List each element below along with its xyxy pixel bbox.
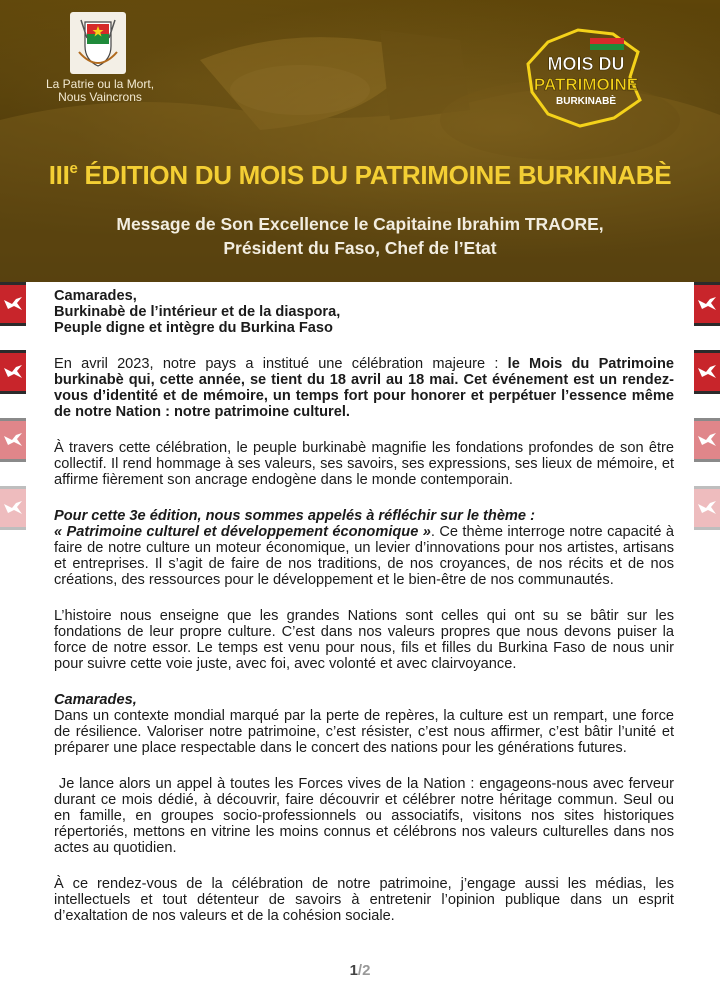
paragraph-3 xyxy=(54,508,674,588)
message-body xyxy=(54,288,679,944)
swallow-icon xyxy=(0,418,26,462)
paragraph-5-text: Dans un contexte mondial marqué par la perte de repères, la culture est un rempart, une force de résilience. Valoriser notre patrimoine, c’est résister, c’est nous affirmer, c’est bâtir l’unité et préparer une place respectable dans le concert des nations pour les générations futures. xyxy=(54,708,674,756)
edition-title-text: ÉDITION DU MOIS DU PATRIMOINE BURKINABÈ xyxy=(77,160,672,190)
salutation-line-1: Camarades, xyxy=(54,288,137,304)
logo-line-3: BURKINABÈ xyxy=(556,96,616,107)
header-banner xyxy=(0,0,720,282)
paragraph-5 xyxy=(54,692,674,756)
paragraph-7: À ce rendez-vous de la célébration de notre patrimoine, j’engage aussi les médias, les intellectuels et tout détenteur de savoirs à entretenir l’opinion publique dans un esprit d’exaltation de nos valeurs et de la cohésion sociale. xyxy=(54,876,674,924)
motto-text xyxy=(40,78,160,104)
edition-roman: III xyxy=(48,160,70,190)
salutation-line-3: Peuple digne et intègre du Burkina Faso xyxy=(54,320,333,336)
swallow-icon xyxy=(0,282,26,326)
camarades-heading: Camarades, xyxy=(54,692,137,708)
logo-line-2: PATRIMOINE xyxy=(533,75,639,94)
paragraph-1-emphasis: le Mois du Patrimoine burkinabè qui, cette année, se tient du 18 avril au 18 mai. Cet événement est un rendez-vous d’identité et de mémoire, un temps fort pour honorer et perpétuer l’essence même de notre Nation : notre patrimoine culturel. xyxy=(54,356,674,420)
edition-superscript: e xyxy=(69,160,78,177)
right-decorative-strip xyxy=(694,282,720,554)
page-total: /2 xyxy=(357,962,371,979)
paragraph-1 xyxy=(54,356,674,420)
theme-title: « Patrimoine culturel et développement économique » xyxy=(54,524,431,540)
message-title-line-2: Président du Faso, Chef de l’Etat xyxy=(223,238,497,258)
swallow-icon xyxy=(694,282,720,326)
theme-heading: Pour cette 3e édition, nous sommes appelés à réfléchir sur le thème : xyxy=(54,508,535,524)
salutation xyxy=(54,288,674,336)
left-decorative-strip xyxy=(0,282,26,554)
message-title-line-1: Message de Son Excellence le Capitaine Ibrahim TRAORE, xyxy=(116,214,604,234)
coat-of-arms-logo xyxy=(70,12,126,74)
swallow-icon xyxy=(0,350,26,394)
page-current: 1 xyxy=(349,962,358,979)
paragraph-2: À travers cette célébration, le peuple burkinabè magnifie les fondations profondes de son être collectif. Il rend hommage à ses valeurs, ses savoirs, ses expressions, ses lieux de mémoire, et affirme fièrement son ancrage endogène dans le monde contemporain. xyxy=(54,440,674,488)
logo-line-1: MOIS DU xyxy=(547,54,625,74)
message-title xyxy=(0,212,720,260)
motto-line-2: Nous Vaincrons xyxy=(58,90,142,104)
paragraph-1-intro: En avril 2023, notre pays a institué une célébration majeure : xyxy=(54,356,508,372)
paragraph-4: L’histoire nous enseigne que les grandes Nations sont celles qui ont su se bâtir sur les fondations de leur propre culture. C’est dans nos valeurs propres que nous devons puiser la force de notre essor. Le temps est venu pour nous, fils et filles du Burkina Faso de nous unir pour suivre cette voie juste, avec foi, avec volonté et avec clairvoyance. xyxy=(54,608,674,672)
swallow-icon xyxy=(694,350,720,394)
paragraph-6: Je lance alors un appel à toutes les Forces vives de la Nation : engageons-nous avec ferveur durant ce mois dédié, à découvrir, faire découvrir et célébrer notre héritage commun. Seul ou en famille, en groupes socio-professionnels ou associatifs, visitons nos sites historiques répertoriés, mettons en vitrine les moins connus et célébrons nos valeurs culturelles dans nos actes au quotidien. xyxy=(54,776,679,856)
paragraph-3-text: . Ce thème interroge notre capacité à faire de notre culture un moteur économique, un levier d’innovations pour nos artistes, artisans et entreprises. Il s’agit de faire de nos traditions, de nos croyances, de nos récits et de nos créations, des ressources pour le développement et le bien-être de nos communautés. xyxy=(54,524,674,588)
salutation-line-2: Burkinabè de l’intérieur et de la diaspora, xyxy=(54,304,341,320)
edition-title xyxy=(0,160,720,191)
swallow-icon xyxy=(694,486,720,530)
mois-du-patrimoine-logo xyxy=(518,22,648,132)
swallow-icon xyxy=(694,418,720,462)
page-indicator xyxy=(0,962,720,979)
motto-line-1: La Patrie ou la Mort, xyxy=(45,77,155,91)
swallow-icon xyxy=(0,486,26,530)
